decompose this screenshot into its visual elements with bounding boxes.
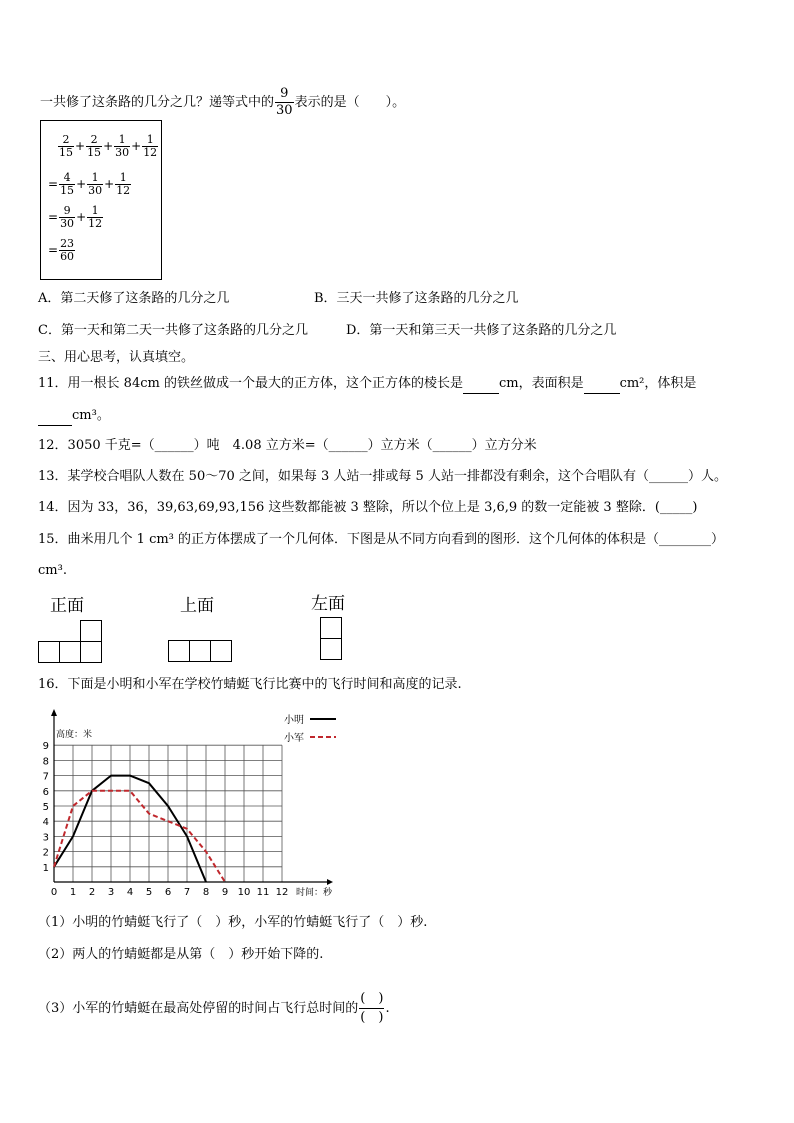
- top-view-cell: [210, 640, 232, 662]
- q10-fraction: $\frac{9}{30}$: [276, 86, 293, 118]
- option-c[interactable]: C．第一天和第二天一共修了这条路的几分之几: [38, 323, 308, 338]
- top-view-cell: [168, 640, 190, 662]
- front-view-cell: [38, 641, 60, 663]
- q11-line-2: cm³。: [38, 407, 110, 426]
- q11-blank-volume[interactable]: [38, 407, 72, 426]
- q13: 13．某学校合唱队人数在 50～70 之间，如果每 3 人站一排或每 5 人站一排都没有剩余，这个合唱队有（______）人。: [38, 469, 727, 484]
- y-tick-label: 6: [42, 786, 49, 798]
- y-tick-label: 1: [42, 862, 49, 874]
- x-tick-label: 11: [256, 887, 270, 898]
- q11-blank-area[interactable]: [584, 375, 620, 394]
- calc-row-2: = $\frac{4}{15}$ + $\frac{1}{30}$ + $\frac{1}{12}$: [48, 171, 131, 197]
- q11-blank-edge[interactable]: [463, 375, 499, 394]
- left-view-cell: [320, 638, 342, 660]
- x-tick-label: 10: [237, 887, 251, 898]
- x-tick-label: 4: [126, 887, 134, 898]
- calc-row-3: = $\frac{9}{30}$ + $\frac{1}{12}$: [48, 204, 103, 230]
- front-view-cell: [80, 620, 102, 642]
- x-tick-label: 6: [164, 887, 172, 898]
- q16-answer-fraction[interactable]: $\frac{( )}{( )}$: [360, 991, 384, 1025]
- x-tick-label: 8: [202, 887, 210, 898]
- flight-chart: [36, 708, 346, 898]
- q15-line-1: 15．曲米用几个 1 cm³ 的正方体摆成了一个几何体．下图是从不同方向看到的图形．这个几何体的体积是（________）: [38, 532, 725, 547]
- q15-line-2: cm³.: [38, 563, 67, 578]
- option-d[interactable]: D．第一天和第三天一共修了这条路的几分之几: [346, 323, 617, 338]
- calc-row-4: = $\frac{23}{60}$: [48, 237, 75, 263]
- x-tick-label: 0: [50, 887, 58, 898]
- q16-sub-2: （2）两人的竹蜻蜓都是从第（ ）秒开始下降的.: [38, 947, 324, 962]
- front-view-cell: [59, 641, 81, 663]
- q16-stem: 16．下面是小明和小军在学校竹蜻蜓飞行比赛中的飞行时间和高度的记录.: [38, 677, 462, 692]
- section-3-heading: 三、用心思考，认真填空。: [38, 350, 195, 365]
- y-tick-label: 2: [42, 847, 49, 859]
- q16-sub-1: （1）小明的竹蜻蜓飞行了（ ）秒，小军的竹蜻蜓飞行了（ ）秒.: [38, 915, 428, 930]
- option-a[interactable]: A．第二天修了这条路的几分之几: [38, 291, 230, 306]
- x-tick-label: 1: [69, 887, 77, 898]
- x-tick-label: 12: [275, 887, 289, 898]
- view-label-front: 正面: [50, 596, 84, 616]
- view-label-top: 上面: [180, 596, 214, 616]
- x-tick-label: 3: [107, 887, 115, 898]
- y-axis-arrow: [51, 709, 57, 716]
- view-label-left: 左面: [311, 594, 345, 614]
- y-axis-label: 高度：米: [56, 730, 93, 741]
- y-tick-label: 5: [42, 802, 49, 813]
- front-view-cell: [80, 641, 102, 663]
- y-tick-label: 8: [42, 756, 49, 768]
- x-axis-label: 时间：秒: [296, 888, 333, 898]
- q14: 14．因为 33，36，39,63,69,93,156 这些数都能被 3 整除，所以个位上是 3,6,9 的数一定能被 3 整除．(_____): [38, 500, 698, 515]
- legend-label: 小明: [284, 715, 304, 726]
- left-view-cell: [320, 617, 342, 639]
- x-axis-arrow: [327, 879, 333, 885]
- q16-sub-3: （3）小军的竹蜻蜓在最高处停留的时间占飞行总时间的 $\frac{( )}{( )}$ .: [38, 991, 390, 1025]
- y-tick-label: 3: [42, 832, 49, 844]
- legend-label: 小军: [284, 733, 304, 744]
- x-tick-label: 2: [88, 887, 96, 898]
- q12: 12．3050 千克=（______）吨 4.08 立方米=（______）立方米（______）立方分米: [38, 438, 537, 453]
- y-tick-label: 4: [42, 817, 49, 829]
- option-b[interactable]: B．三天一共修了这条路的几分之几: [314, 291, 519, 306]
- q11-line-1: 11．用一根长 84cm 的铁丝做成一个最大的正方体，这个正方体的棱长是 cm，表面积是 cm²，体积是: [38, 375, 696, 394]
- top-view-cell: [189, 640, 211, 662]
- y-tick-label: 7: [42, 771, 49, 783]
- x-tick-label: 7: [183, 887, 191, 898]
- x-tick-label: 5: [145, 887, 153, 898]
- y-tick-label: 9: [42, 741, 49, 753]
- calc-row-1: $\frac{2}{15}$ + $\frac{2}{15}$ + $\frac{1}{30}$ + $\frac{1}{12}$: [59, 133, 158, 159]
- q10-stem: 一共修了这条路的几分之几？递等式中的 $\frac{9}{30}$ 表示的是（ ）。: [40, 86, 406, 118]
- x-tick-label: 9: [221, 887, 229, 898]
